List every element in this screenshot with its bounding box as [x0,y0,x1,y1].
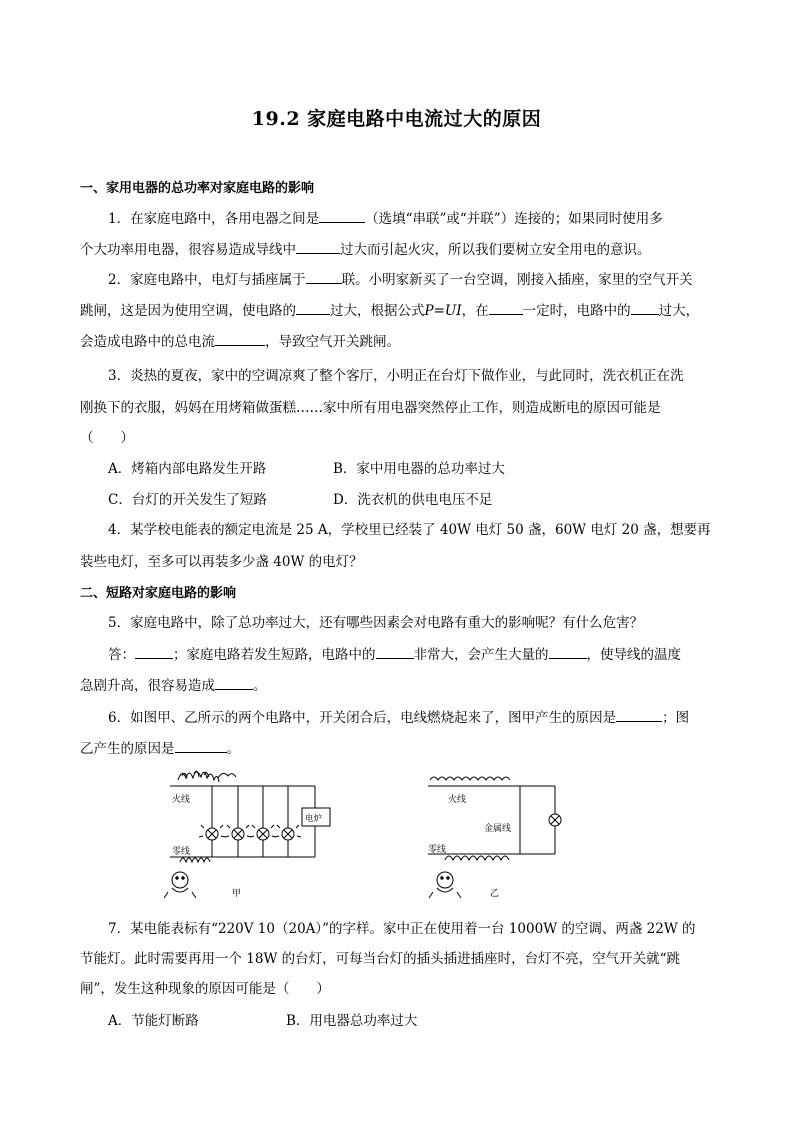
answer-blank[interactable] [135,645,173,659]
answer-blank[interactable] [319,209,365,223]
answer-blank[interactable] [296,301,330,315]
lamp-icon [549,814,561,826]
lamp-icon [250,820,276,840]
q7-option-b[interactable]: B．用电器总功率过大 [286,1013,418,1029]
circuit-figure-a [160,762,360,902]
q4-line-2: 装些电灯，至多可以再装多少盏 40W 的电灯？ [80,554,363,570]
answer-blank[interactable] [215,332,265,346]
fig-b-wire-label: 金属线 [484,824,512,834]
q2-line-2: 跳闸，这是因为使用空调，使电路的 过大，根据公式P=UI，在 一定时，电路中的 过大， [80,303,700,319]
fig-b-caption: 乙 [490,889,500,899]
answer-blank[interactable] [175,739,227,753]
answer-blank[interactable] [215,676,253,690]
q5-line-3: 急剧升高，很容易造成 。 [80,678,267,694]
lamp-icon [275,820,301,840]
answer-blank[interactable] [296,240,340,254]
answer-blank[interactable] [489,301,523,315]
fig-b-neutral-label: 零线 [428,845,447,855]
answer-blank[interactable] [631,301,659,315]
q3-option-a[interactable]: A．烤箱内部电路发生开路 [108,461,267,477]
fig-b-live-label: 火线 [448,795,467,805]
q4-line-1: 4．某学校电能表的额定电流是 25 A，学校里已经装了 40W 电灯 50 盏，60W 电灯 20 盏，想要再 [108,522,711,538]
q3-option-c[interactable]: C．台灯的开关发生了短路 [108,492,267,508]
q6-line-2: 乙产生的原因是 。 [80,741,240,757]
q3-line-1: 3．炎热的夏夜，家中的空调凉爽了整个客厅，小明正在台灯下做作业，与此同时，洗衣机正在洗 [108,368,684,384]
q7-line-3: 闸”，发生这种现象的原因可能是（ ） [80,981,330,997]
circuit-figure-b [420,762,610,902]
answer-blank[interactable] [306,270,342,284]
lamp-icon [225,820,251,840]
q3-answer-paren[interactable]: （ ） [80,430,134,446]
fig-a-caption: 甲 [232,889,242,899]
page-title: 19.2 家庭电路中电流过大的原因 [251,108,542,130]
section-heading-2: 二、短路对家庭电路的影响 [80,586,237,601]
section-heading-1: 一、家用电器的总功率对家庭电路的影响 [80,181,315,196]
answer-blank[interactable] [376,645,414,659]
q5-line-1: 5．家庭电路中，除了总功率过大，还有哪些因素会对电路有重大的影响呢？有什么危害？ [108,615,644,631]
q7-line-1: 7．某电能表标有“220V 10（20A）”的字样。家中正在使用着一台 1000W 的空调、两盏 22W 的 [108,921,696,937]
q1-line-1: 1．在家庭电路中，各用电器之间是 （选填“串联”或“并联”）连接的；如果同时使用多 [108,211,663,227]
fig-a-live-label: 火线 [172,795,191,805]
q3-option-b[interactable]: B．家中用电器的总功率过大 [333,461,505,477]
person-icon [164,872,196,898]
person-icon [429,872,461,898]
answer-blank[interactable] [549,645,587,659]
q7-option-a[interactable]: A．节能灯断路 [108,1013,199,1029]
q5-line-2: 答： ；家庭电路若发生短路，电路中的 非常大，会产生大量的 ，使导线的温度 [108,647,681,663]
formula: P=UI [424,303,462,319]
q6-line-1: 6．如图甲、乙所示的两个电路中，开关闭合后，电线燃烧起来了，图甲产生的原因是 ；图 [108,710,690,726]
q2-line-1: 2．家庭电路中，电灯与插座属于 联。小明家新买了一台空调，刚接入插座，家里的空气开关 [108,272,693,288]
lamp-icon [199,820,225,840]
answer-blank[interactable] [616,708,662,722]
fig-a-stove-label: 电炉 [305,814,323,824]
fig-a-neutral-label: 零线 [172,847,191,857]
q2-line-3: 会造成电路中的总电流 ，导致空气开关跳闸。 [80,334,400,350]
q3-option-d[interactable]: D．洗衣机的供电电压不足 [333,492,493,508]
q3-line-2: 刚换下的衣服，妈妈在用烤箱做蛋糕……家中所有用电器突然停止工作，则造成断电的原因可能是 [80,400,661,416]
q1-line-2: 个大功率用电器，很容易造成导线中 过大而引起火灾，所以我们要树立安全用电的意识。 [80,242,651,258]
q7-line-2: 节能灯。此时需要再用一个 18W 的台灯，可每当台灯的插头插进插座时，台灯不亮，空气开关就“跳 [80,951,681,967]
